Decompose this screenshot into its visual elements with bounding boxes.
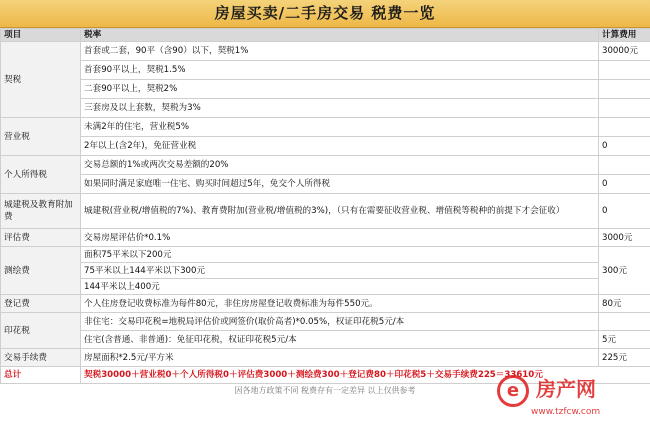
- page-title: 房屋买卖/二手房交易 税费一览: [0, 0, 650, 28]
- rate-line: 三套房及以上套数，契税为3%: [81, 99, 599, 118]
- table-row-total: [1, 367, 650, 384]
- header-fee: 计算费用: [599, 29, 650, 42]
- table-row: [1, 229, 650, 247]
- table-row: [1, 42, 650, 61]
- rate-line: 2年以上(含2年)，免征营业税: [81, 137, 599, 156]
- table-row: [1, 99, 650, 118]
- item-yingye: 营业税: [1, 118, 81, 156]
- item-yinhua: 印花税: [1, 313, 81, 349]
- table-row: [1, 295, 650, 313]
- watermark-url: www.tzfcw.com: [531, 407, 601, 417]
- fee-empty: [599, 118, 650, 137]
- table-row: [1, 137, 650, 156]
- table-row: [1, 194, 650, 229]
- item-qishui: 契税: [1, 42, 81, 118]
- table-row: [1, 313, 650, 331]
- house-logo-icon: e: [497, 375, 529, 407]
- rate-line: 未满2年的住宅，营业税5%: [81, 118, 599, 137]
- rate-line: 75平米以上144平米以下300元: [81, 263, 599, 279]
- rate-line: 房屋面积*2.5元/平方米: [81, 349, 599, 367]
- fee-cehui: 300元: [599, 247, 650, 295]
- item-geshui: 个人所得税: [1, 156, 81, 194]
- fee-shouxu: 225元: [599, 349, 650, 367]
- table-row: [1, 175, 650, 194]
- item-shouxu: 交易手续费: [1, 349, 81, 367]
- fee-pinggu: 3000元: [599, 229, 650, 247]
- rate-line: 个人住房登记收费标准为每件80元，非住房房屋登记收费标准为每件550元。: [81, 295, 599, 313]
- rate-line: 城建税(营业税/增值税的7%)、教育费附加(营业税/增值税的3%)，（只有在需要征收营业税、增值税等税种的前提下才会征收）: [81, 194, 599, 229]
- rate-line: 首套90平以上，契税1.5%: [81, 61, 599, 80]
- fee-dengji: 80元: [599, 295, 650, 313]
- fee-qishui: 30000元: [599, 42, 650, 61]
- item-chengjian: 城建税及教育附加费: [1, 194, 81, 229]
- item-dengji: 登记费: [1, 295, 81, 313]
- table-header-row: [1, 29, 650, 42]
- table-row: [1, 80, 650, 99]
- table-row: [1, 349, 650, 367]
- rate-line: 住宅(含普通、非普通)：免征印花税，权证印花税5元/本: [81, 331, 599, 349]
- rate-line: 交易房屋评估价*0.1%: [81, 229, 599, 247]
- item-total: 总计: [1, 367, 81, 384]
- rate-line: 144平米以上400元: [81, 279, 599, 295]
- fee-empty: [599, 80, 650, 99]
- fee-yingye: 0: [599, 137, 650, 156]
- fee-empty: [599, 99, 650, 118]
- table-row: [1, 263, 650, 279]
- rate-line: 首套或二套，90平（含90）以下，契税1%: [81, 42, 599, 61]
- rate-line: 交易总额的1%或两次交易差额的20%: [81, 156, 599, 175]
- header-item: 项目: [1, 29, 81, 42]
- tax-fee-table: [0, 28, 650, 384]
- footnote: 因各地方政策不同 税费存有一定差异 以上仅供参考: [234, 386, 416, 395]
- rate-line: 面积75平米以下200元: [81, 247, 599, 263]
- fee-empty: [599, 61, 650, 80]
- fee-chengjian: 0: [599, 194, 650, 229]
- watermark-brand: e 房产网: [497, 373, 596, 407]
- rate-line: 非住宅：交易印花税=地税局评估价或网签价(取价高者)*0.05%，权证印花税5元/本: [81, 313, 599, 331]
- fee-yinhua: 5元: [599, 331, 650, 349]
- table-row: [1, 279, 650, 295]
- item-pinggu: 评估费: [1, 229, 81, 247]
- fee-geshui: 0: [599, 175, 650, 194]
- table-row: [1, 61, 650, 80]
- table-row: [1, 156, 650, 175]
- fee-empty: [599, 313, 650, 331]
- table-row: [1, 247, 650, 263]
- item-cehui: 测绘费: [1, 247, 81, 295]
- total-formula: 契税30000＋营业税0＋个人所得税0＋评估费3000＋测绘费300＋登记费80＋印花税5＋交易手续费225＝33610元: [81, 367, 650, 384]
- rate-line: 二套90平以上，契税2%: [81, 80, 599, 99]
- fee-empty: [599, 156, 650, 175]
- table-row: [1, 331, 650, 349]
- rate-line: 如果同时满足家庭唯一住宅、购买时间超过5年，免交个人所得税: [81, 175, 599, 194]
- table-row: [1, 118, 650, 137]
- header-rate: 税率: [81, 29, 599, 42]
